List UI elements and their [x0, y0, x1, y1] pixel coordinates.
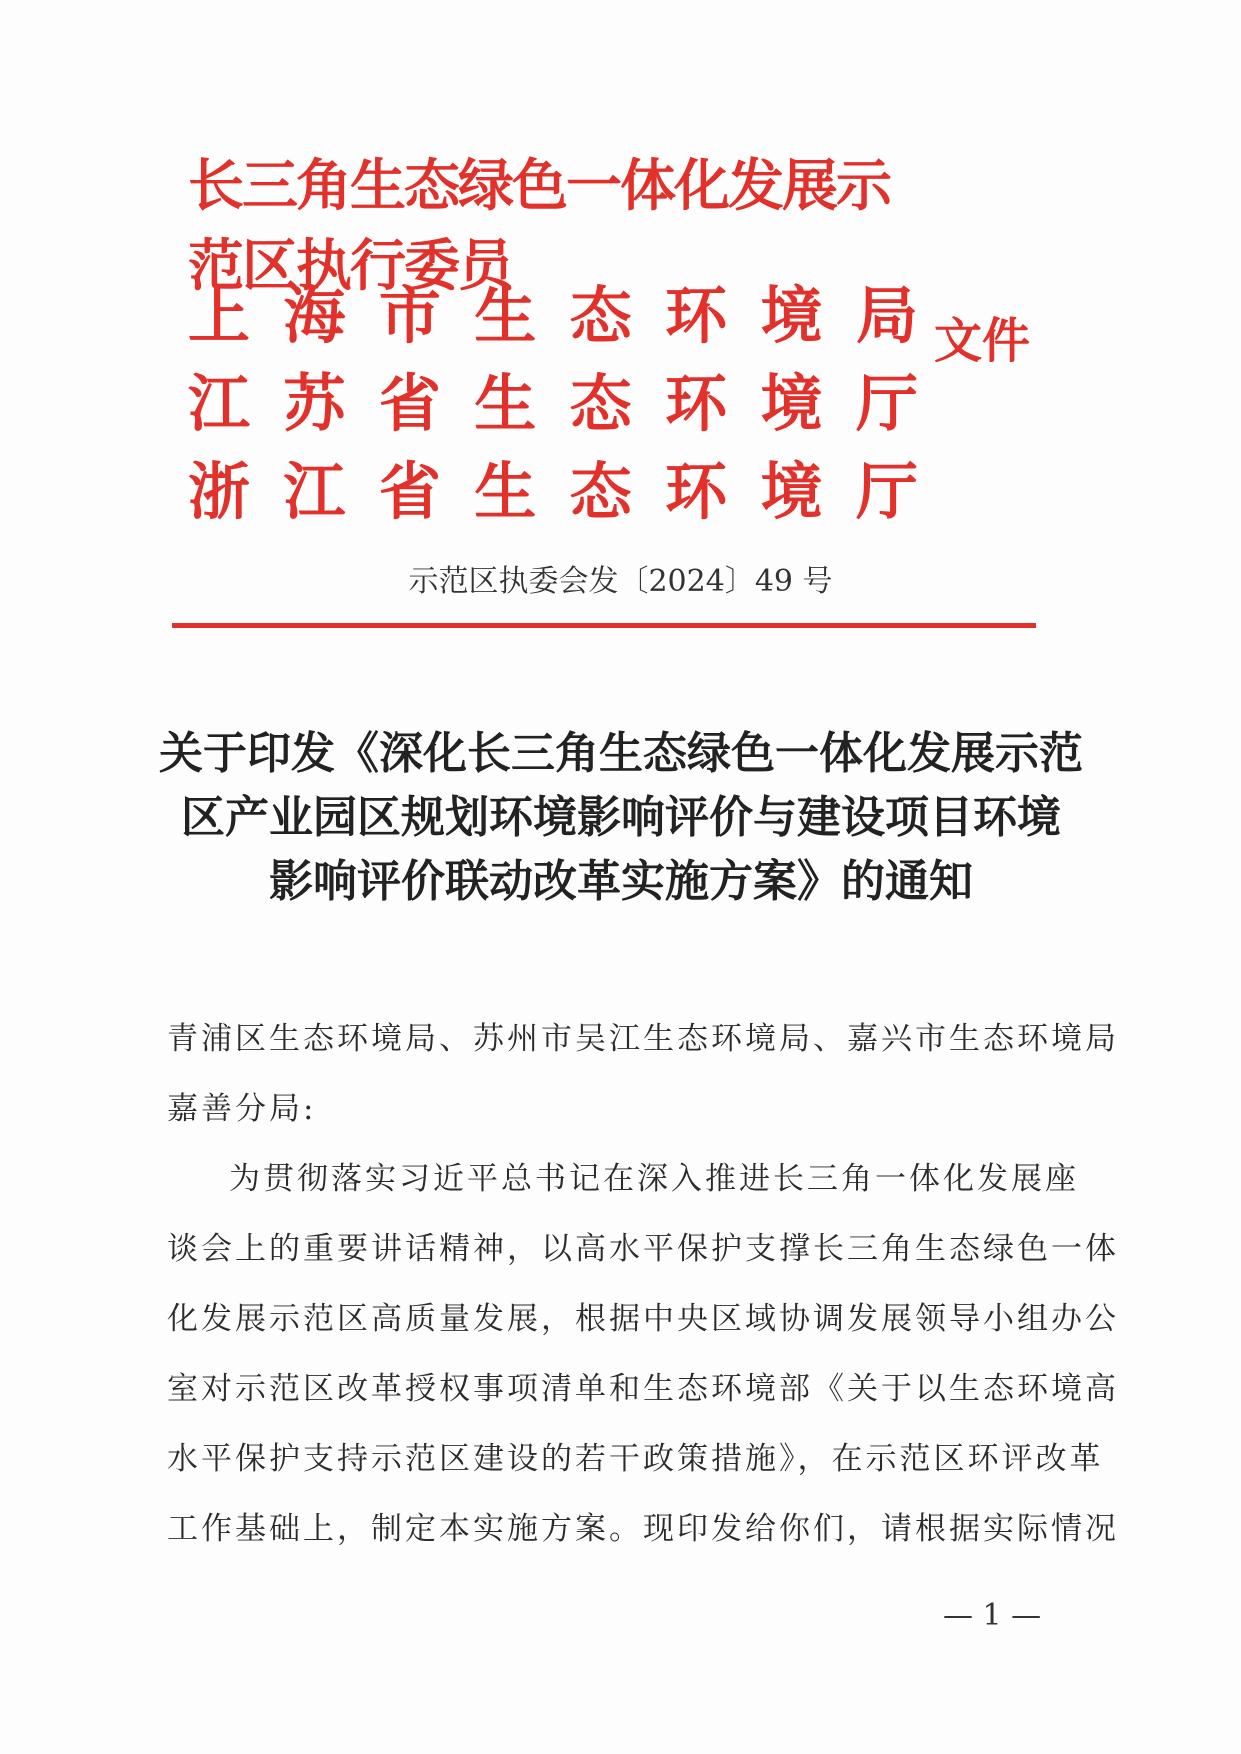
title-line: 区产业园区规划环境影响评价与建设项目环境 — [181, 792, 1061, 843]
issuer-char: 江 — [283, 454, 346, 528]
paragraph-line: 工作基础上，制定本实施方案。现印发给你们，请根据实际情况 — [167, 1511, 1119, 1547]
issuer-char: 境 — [760, 366, 823, 440]
issuer-char: 市 — [378, 278, 441, 352]
document-number: 示范区执委会发〔2024〕49 号 — [408, 564, 833, 599]
paragraph-line: 水平保护支持示范区建设的若干政策措施》，在示范区环评改革 — [167, 1441, 1104, 1477]
issuer-char: 环 — [665, 278, 728, 352]
issuer-char: 浙 — [188, 454, 251, 528]
issuer-line-4 — [188, 442, 918, 530]
issuer-char: 境 — [760, 278, 823, 352]
issuer-char: 海 — [283, 278, 346, 352]
paragraph-line: 为贯彻落实习近平总书记在深入推进长三角一体化发展座 — [229, 1161, 1079, 1197]
issuer-char: 态 — [569, 366, 632, 440]
document-title — [150, 722, 1092, 914]
issuer-char: 苏 — [283, 366, 346, 440]
body-text — [167, 1004, 1119, 1564]
paragraph-line: 室对示范区改革授权事项清单和生态环境部《关于以生态环境高 — [167, 1371, 1119, 1407]
issuer-char: 生 — [474, 454, 537, 528]
issuer-char: 环 — [665, 366, 728, 440]
issuer-char: 环 — [665, 454, 728, 528]
issuer-char: 生 — [474, 366, 537, 440]
issuer-char: 上 — [188, 278, 251, 352]
issuer-char: 生 — [474, 278, 537, 352]
issuer-line-1: 长三角生态绿色一体化发展示范区执行委员 — [188, 153, 890, 299]
paragraph-line: 化发展示范区高质量发展，根据中央区域协调发展领导小组办公 — [167, 1301, 1119, 1337]
issuer-char: 境 — [760, 454, 823, 528]
issuer-char: 省 — [378, 454, 441, 528]
issuer-char: 省 — [378, 366, 441, 440]
paragraph-line: 谈会上的重要讲话精神，以高水平保护支撑长三角生态绿色一体 — [167, 1231, 1119, 1267]
issuer-char: 江 — [188, 366, 251, 440]
title-line: 影响评价联动改革实施方案》的通知 — [269, 856, 973, 907]
issuer-char: 局 — [855, 278, 918, 352]
page-number: — 1 — — [943, 1598, 1042, 1633]
issuer-char: 厅 — [855, 366, 918, 440]
issuer-block — [188, 153, 988, 530]
issuer-char: 态 — [569, 454, 632, 528]
issuer-char: 态 — [569, 278, 632, 352]
addressee-line: 青浦区生态环境局、苏州市吴江生态环境局、嘉兴市生态环境局 — [167, 1021, 1119, 1057]
document-suffix: 文件 — [934, 313, 1031, 369]
issuer-char: 厅 — [855, 454, 918, 528]
addressee-line: 嘉善分局: — [167, 1091, 317, 1127]
title-line: 关于印发《深化长三角生态绿色一体化发展示范 — [159, 728, 1083, 779]
issuer-line-3 — [188, 354, 918, 442]
red-divider — [172, 623, 1036, 628]
